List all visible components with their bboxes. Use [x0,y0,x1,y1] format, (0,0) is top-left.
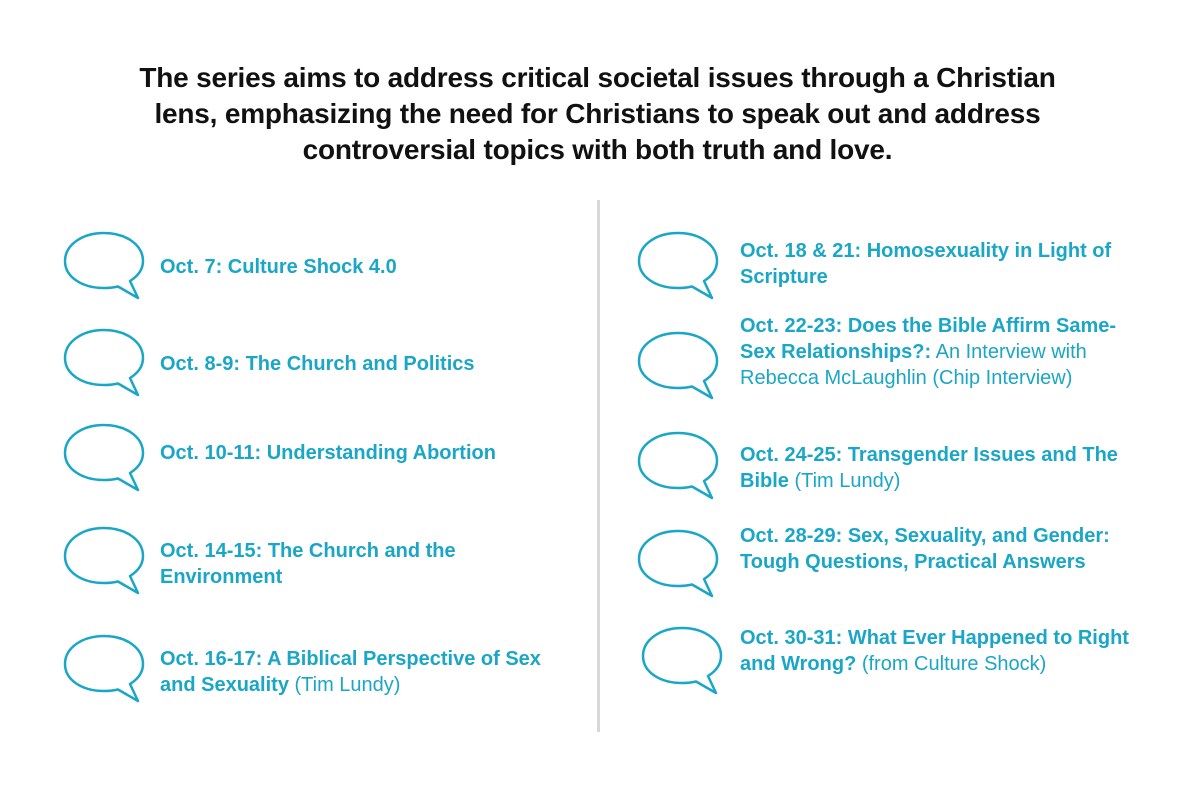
speech-bubble-icon [62,230,146,302]
intro-line-2: lens, emphasizing the need for Christians to speak out and address [154,98,1041,129]
item-title: Oct. 8-9: The Church and Politics [160,353,475,375]
item-detail: An Interview with Rebecca McLaughlin (Chip Interview) [740,341,1087,389]
speech-bubble-icon [636,528,720,600]
list-item-right-5 [740,625,1140,677]
intro-line-1: The series aims to address critical societal issues through a Christian [139,62,1056,93]
speech-bubble-icon [62,327,146,399]
speech-bubble-icon [636,330,720,402]
list-item-left-3 [160,440,580,466]
list-item-right-3 [740,442,1150,494]
item-title: Oct. 14-15: The Church and the Environment [160,540,456,588]
intro-line-3: controversial topics with both truth and love. [302,134,893,165]
speech-bubble-icon [62,525,146,597]
column-divider [597,200,600,732]
item-title: Oct. 10-11: Understanding Abortion [160,442,496,464]
speech-bubble-icon [62,633,146,705]
list-item-right-4 [740,523,1140,575]
speech-bubble-icon [62,422,146,494]
speech-bubble-icon [636,430,720,502]
item-title: Oct. 16-17: A Biblical Perspective of Sex and Sexuality [160,648,541,696]
item-title: Oct. 24-25: Transgender Issues and The Bible [740,444,1118,492]
list-item-left-1 [160,254,580,280]
item-title: Oct. 28-29: Sex, Sexuality, and Gender: Tough Questions, Practical Answers [740,525,1110,573]
list-item-left-4 [160,538,520,590]
list-item-right-1 [740,238,1150,290]
item-detail: (Tim Lundy) [788,470,901,492]
list-item-left-2 [160,351,580,377]
list-item-right-2 [740,313,1140,391]
item-title: Oct. 30-31: What Ever Happened to Right and Wrong? [740,627,1129,675]
speech-bubble-icon [640,625,724,697]
intro-paragraph [110,60,1085,168]
item-title: Oct. 18 & 21: Homosexuality in Light of Scripture [740,240,1112,288]
list-item-left-5 [160,646,570,698]
item-detail: (from Culture Shock) [856,653,1047,675]
item-title: Oct. 7: Culture Shock 4.0 [160,256,397,278]
speech-bubble-icon [636,230,720,302]
item-detail: (Tim Lundy) [288,674,401,696]
item-title: Oct. 22-23: Does the Bible Affirm Same-Sex Relationships?: [740,315,1117,363]
